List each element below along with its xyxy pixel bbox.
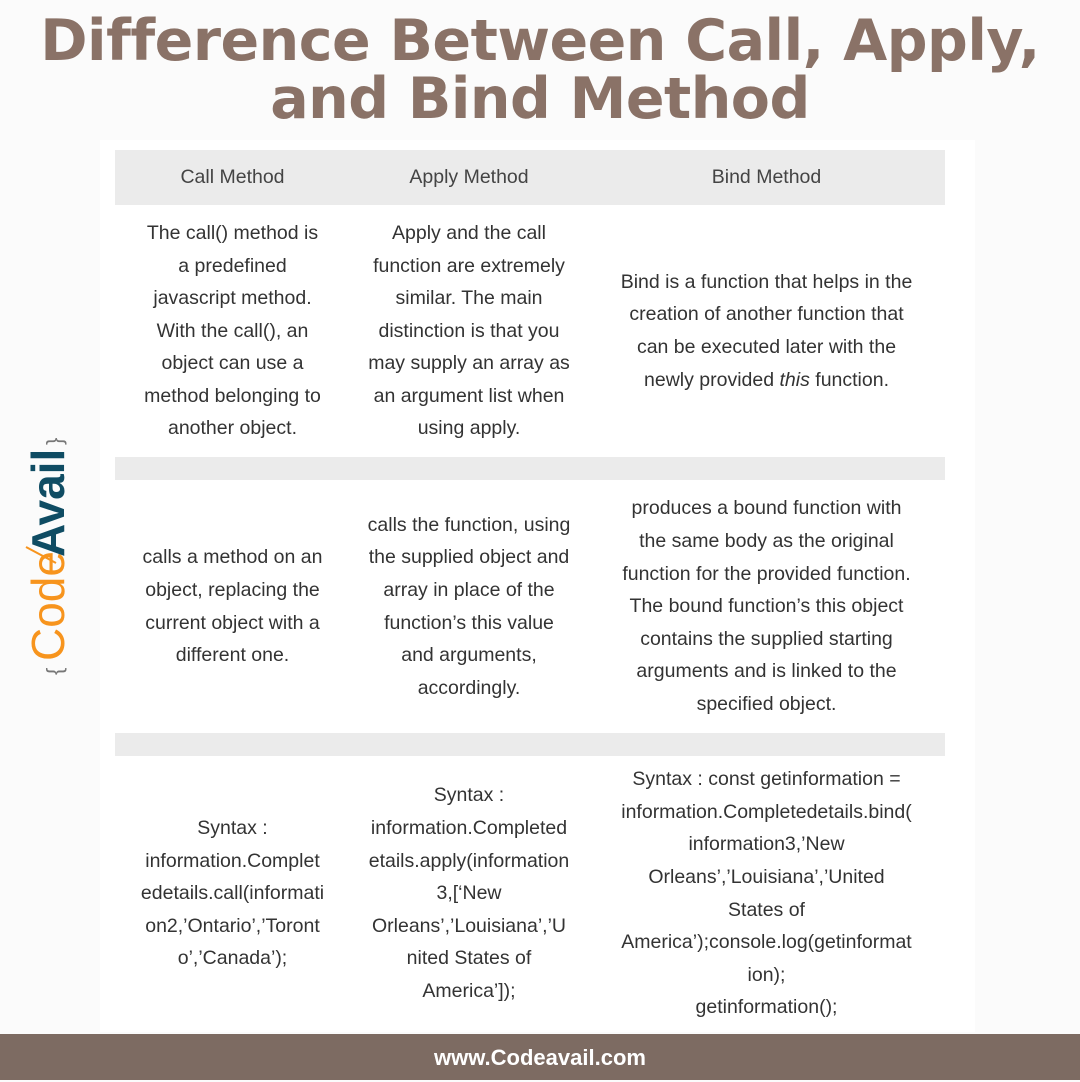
cell-line: function’s this value xyxy=(384,611,554,634)
cell-line: may supply an array as xyxy=(368,352,570,375)
cell-line: calls a method on an xyxy=(142,546,323,569)
cell-line: etails.apply(information xyxy=(368,849,570,872)
table-row xyxy=(115,205,945,457)
cell-apply xyxy=(350,509,588,705)
cell-line: object, replacing the xyxy=(145,578,320,601)
cell-line: current object with a xyxy=(145,611,320,634)
cell-line: information3,’New xyxy=(688,833,845,856)
cell-line: function are extremely xyxy=(373,254,565,277)
cell-line: a predefined xyxy=(178,254,287,277)
cell-line: Orleans’,’Louisiana’,’U xyxy=(371,914,566,937)
cell-apply xyxy=(350,779,588,1007)
cell-line: function for the provided function. xyxy=(622,562,911,585)
table-row xyxy=(115,756,945,1031)
cell-line: method belonging to xyxy=(144,384,321,407)
cell-line: information.Completed xyxy=(370,817,568,840)
cell-line: using apply. xyxy=(417,417,521,440)
header-bind-method: Bind Method xyxy=(711,166,822,189)
cell-line: information.Complet xyxy=(145,849,320,872)
svg-text:{: { xyxy=(42,667,67,675)
cell-line: and arguments, xyxy=(401,644,537,667)
cell-line: Apply and the call xyxy=(392,221,546,244)
cell-line: getinformation(); xyxy=(695,996,838,1019)
footer-url: www.Codeavail.com xyxy=(0,1034,1080,1080)
cell-line: specified object. xyxy=(696,692,837,715)
cell-line: arguments and is linked to the xyxy=(636,660,897,683)
cell-line: nited States of xyxy=(406,947,532,970)
cell-call xyxy=(115,217,350,445)
cell-line: accordingly. xyxy=(417,676,521,699)
svg-text:Code: Code xyxy=(22,551,74,661)
cell-line: information.Completedetails.bind( xyxy=(621,800,912,823)
cell-line: The call() method is xyxy=(146,221,319,244)
svg-text:Avail: Avail xyxy=(22,448,74,557)
cell-line: Bind is a function that helps in the xyxy=(620,270,913,293)
cell-line: object can use a xyxy=(161,352,304,375)
cell-line: o’,’Canada’); xyxy=(177,947,288,970)
italic-keyword: this xyxy=(779,368,810,391)
svg-text:}: } xyxy=(42,437,67,445)
cell-line: creation of another function that xyxy=(629,303,904,326)
cell-line: 3,[‘New xyxy=(436,882,502,905)
cell-line: similar. The main xyxy=(395,287,543,310)
cell-line: can be executed later with the xyxy=(636,336,897,358)
cell-line: the supplied object and xyxy=(368,546,570,569)
cell-call xyxy=(115,541,350,671)
cell-line: America’);console.log(getinformat xyxy=(621,931,912,954)
row-separator xyxy=(115,457,945,480)
cell-line: edetails.call(informati xyxy=(140,882,325,905)
cell-call xyxy=(115,812,350,975)
cell-line: Syntax : const getinformation = xyxy=(632,768,901,791)
cell-line: The bound function’s this object xyxy=(629,595,904,618)
header-call-method: Call Method xyxy=(180,166,285,189)
codeavail-logo xyxy=(18,400,78,680)
cell-line: array in place of the xyxy=(383,578,555,601)
cell-line: javascript method. xyxy=(153,287,312,310)
cell-line: produces a bound function with xyxy=(631,497,902,520)
cell-line: Syntax : xyxy=(197,817,268,840)
title-line-2: and Bind Method xyxy=(270,66,810,132)
cell-line: With the call(), an xyxy=(156,319,309,342)
row-separator xyxy=(115,733,945,756)
cell-line: Orleans’,’Louisiana’,’United xyxy=(648,865,885,888)
cell-bind xyxy=(588,763,945,1024)
text-segment: newly provided xyxy=(644,368,780,391)
cell-line: another object. xyxy=(167,417,297,440)
cell-line: America’]); xyxy=(422,979,516,1002)
cell-line: on2,’Ontario’,’Toront xyxy=(145,914,320,937)
cell-line: contains the supplied starting xyxy=(640,627,893,650)
cell-line: different one. xyxy=(175,644,290,667)
cell-apply xyxy=(350,217,588,445)
table-header xyxy=(115,150,945,205)
title-line-1: Difference Between Call, Apply, xyxy=(40,8,1040,74)
table-row xyxy=(115,480,945,733)
cell-line: ion); xyxy=(747,963,786,986)
cell-line: the same body as the original xyxy=(639,530,894,553)
cell-line: an argument list when xyxy=(373,384,565,407)
cell-line: calls the function, using xyxy=(367,513,571,536)
cell-bind xyxy=(588,266,945,396)
cell-bind xyxy=(588,492,945,720)
comparison-table xyxy=(115,150,945,1031)
cell-line: Syntax : xyxy=(433,784,505,807)
header-apply-method: Apply Method xyxy=(409,166,529,189)
text-segment: function. xyxy=(809,368,889,391)
page-title xyxy=(0,8,1080,132)
cell-line: distinction is that you xyxy=(378,319,560,342)
cell-line xyxy=(588,364,945,397)
cell-line: States of xyxy=(728,898,805,921)
